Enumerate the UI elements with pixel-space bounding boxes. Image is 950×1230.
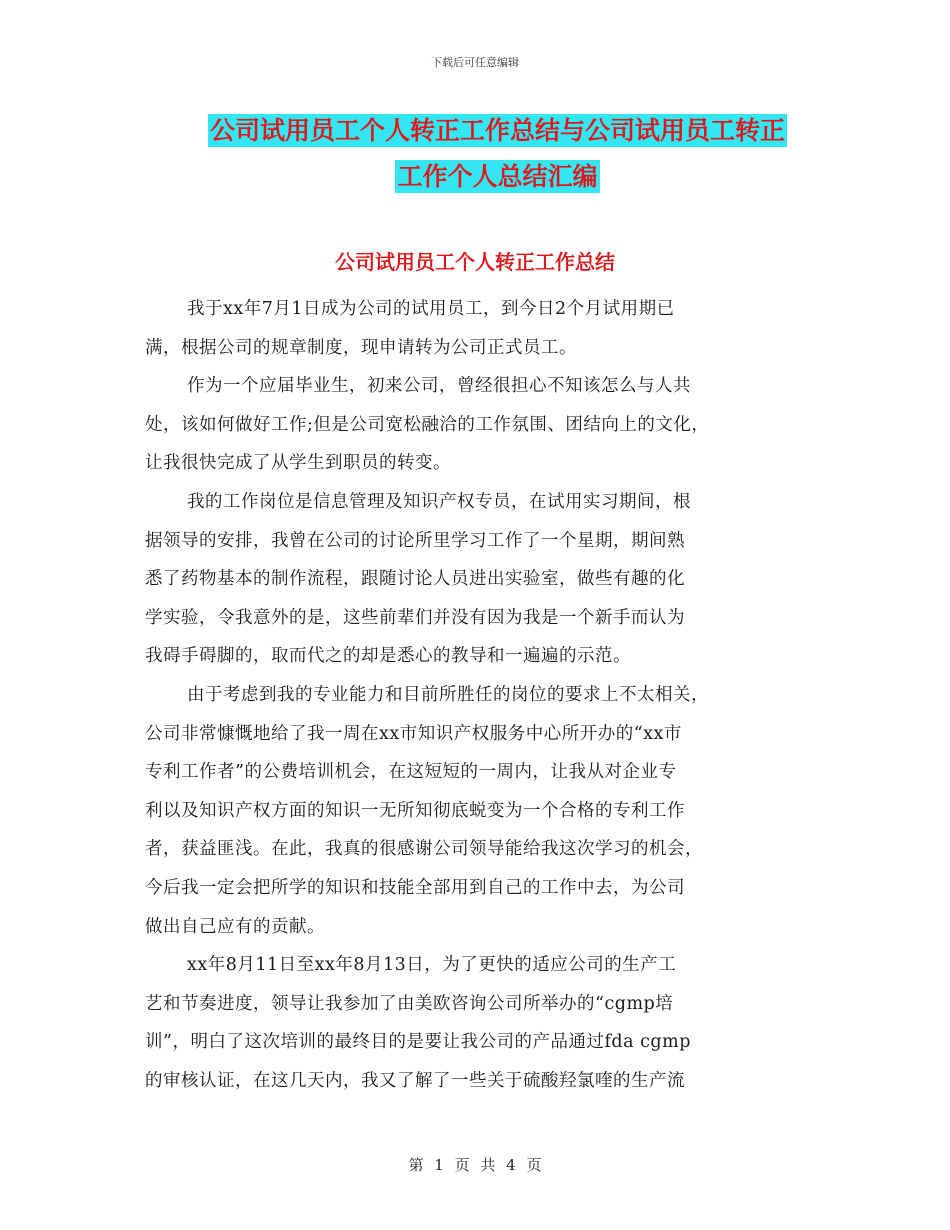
body-line: 悉了药物基本的制作流程，跟随讨论人员进出实验室，做些有趣的化: [145, 569, 685, 590]
body-line: 艺和节奏进度，领导让我参加了由美欧咨询公司所举办的“cgmp培: [145, 993, 674, 1014]
body-line: 据领导的安排，我曾在公司的讨论所里学习工作了一个星期，期间熟: [145, 530, 685, 551]
body-line: 利以及知识产权方面的知识一无所知彻底蜕变为一个合格的专利工作: [145, 800, 685, 821]
document-title: [145, 108, 850, 200]
body-line: 我于xx年7月1日成为公司的试用员工，到今日2个月试用期已: [187, 299, 675, 319]
body-line: 者，获益匪浅。在此，我真的很感谢公司领导能给我这次学习的机会，: [145, 839, 703, 860]
body-line: 作为一个应届毕业生，初来公司，曾经很担心不知该怎么与人共: [187, 376, 691, 397]
body-line: 处，该如何做好工作;但是公司宽松融洽的工作氛围、团结向上的文化，: [145, 414, 710, 435]
title-line-1: 公司试用员工个人转正工作总结与公司试用员工转正: [209, 116, 785, 145]
header-note: 下载后可任意编辑: [431, 56, 519, 69]
title-line-2: 工作个人总结汇编: [397, 162, 598, 191]
section-title: 公司试用员工个人转正工作总结: [335, 250, 615, 274]
body-line: 公司非常慷慨地给了我一周在xx市知识产权服务中心所开办的“xx市: [145, 723, 682, 744]
body-line: 让我很快完成了从学生到职员的转变。: [145, 453, 451, 474]
body-line: 的审核认证，在这几天内，我又了解了一些关于硫酸羟氯喹的生产流: [145, 1070, 685, 1091]
body-line: 学实验，令我意外的是，这些前辈们并没有因为我是一个新手而认为: [145, 607, 685, 628]
body-line: 我碍手碍脚的，取而代之的却是悉心的教导和一遍遍的示范。: [145, 646, 631, 667]
page-number: 第 1 页 共 4 页: [408, 1156, 542, 1174]
body-text: [145, 290, 815, 1100]
body-line: 训”，明白了这次培训的最终目的是要让我公司的产品通过fda cgmp: [145, 1032, 691, 1053]
body-line: 满，根据公司的规章制度，现申请转为公司正式员工。: [145, 337, 577, 358]
body-line: 我的工作岗位是信息管理及知识产权专员，在试用实习期间，根: [187, 491, 691, 512]
body-line: xx年8月11日至xx年8月13日，为了更快的适应公司的生产工: [187, 955, 677, 976]
body-line: 做出自己应有的贡献。: [145, 916, 325, 937]
body-line: 今后我一定会把所学的知识和技能全部用到自己的工作中去，为公司: [145, 877, 685, 898]
body-line: 专利工作者”的公费培训机会，在这短短的一周内，让我从对企业专: [145, 762, 677, 783]
body-line: 由于考虑到我的专业能力和目前所胜任的岗位的要求上不太相关，: [187, 684, 709, 705]
